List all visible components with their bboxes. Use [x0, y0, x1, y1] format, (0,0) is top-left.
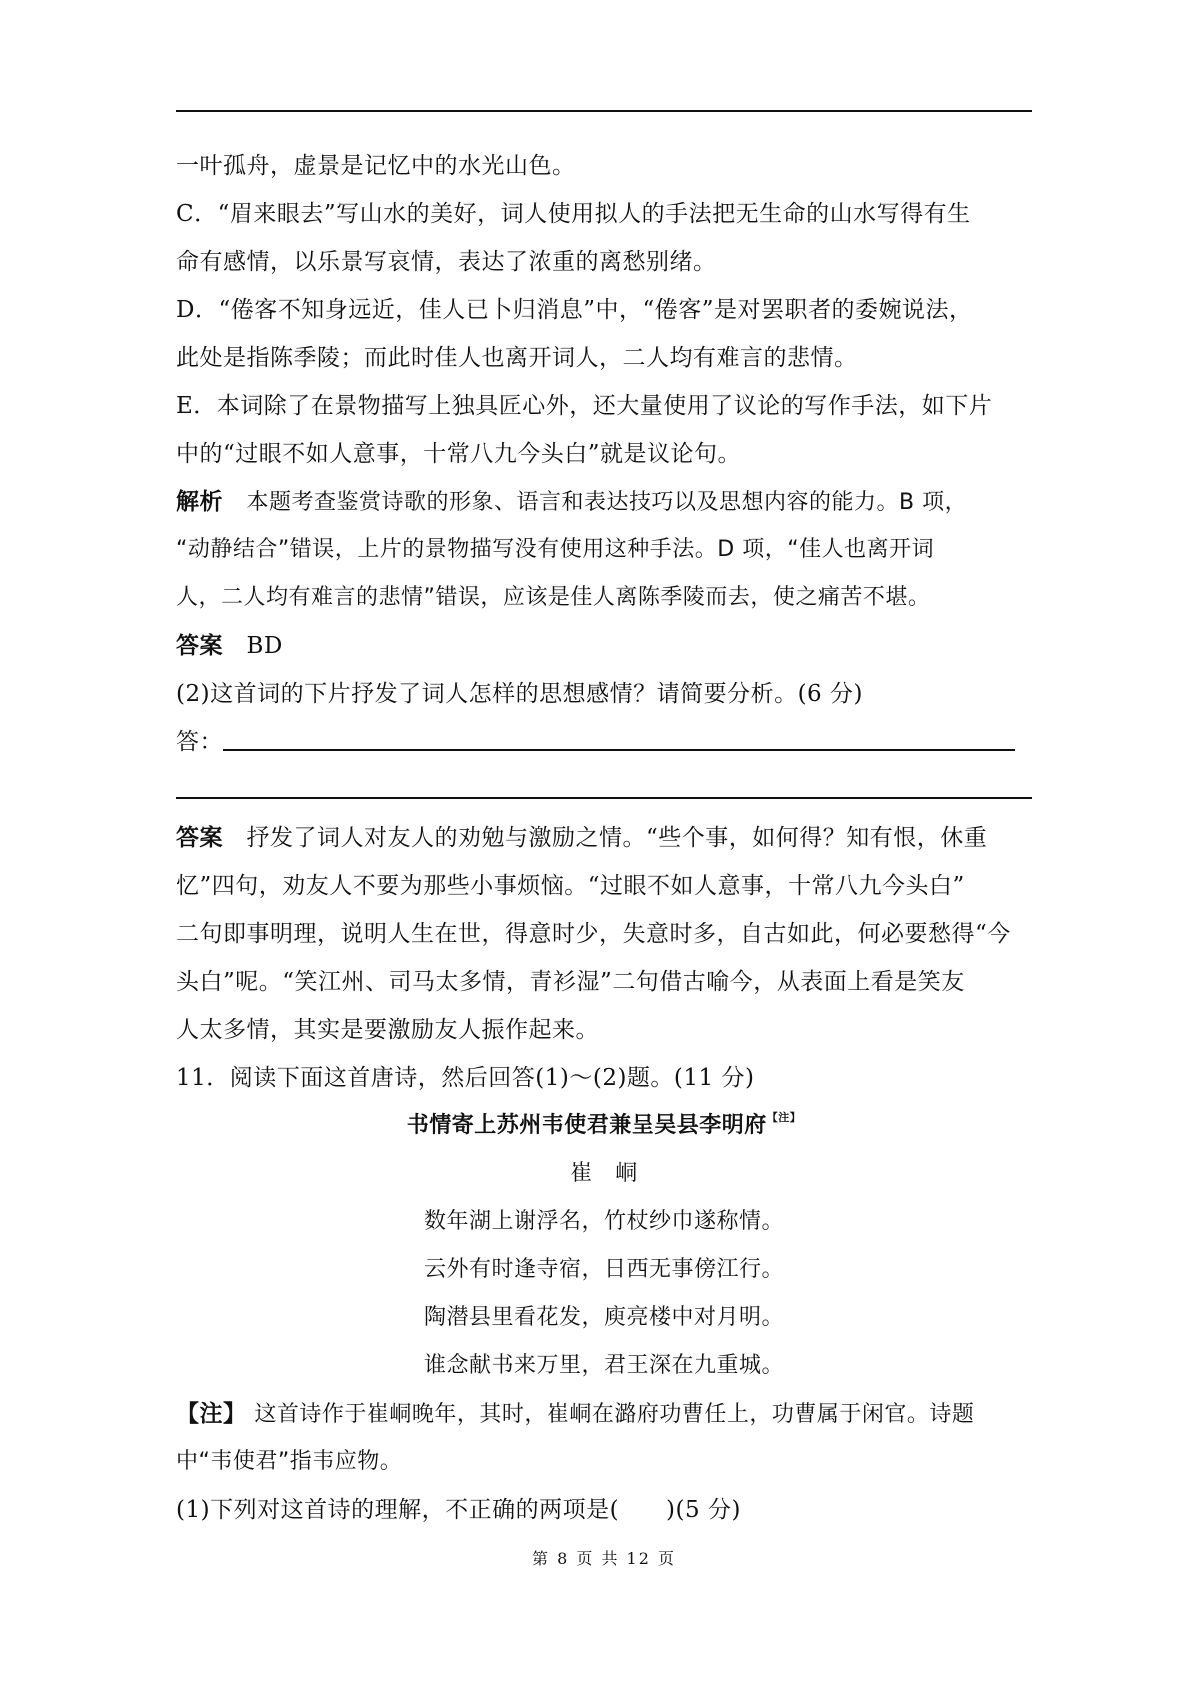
analysis-label: 解析 [176, 488, 223, 515]
answer2-line3: 二句即事明理，说明人生在世，得意时少，失意时多，自古如此，何必要愁得“今 [176, 921, 1011, 947]
option-e-line2: 中的“过眼不如人意事，十常八九今头白”就是议论句。 [176, 441, 742, 467]
question11-1: (1)下列对这首诗的理解，不正确的两项是( )(5 分) [176, 1497, 741, 1523]
answer2-line4: 头白”呢。“笑江州、司马太多情，青衫湿”二句借古喻今，从表面上看是笑友 [176, 969, 965, 995]
note-text: 这首诗作于崔峒晚年，其时，崔峒在潞府功曹任上，功曹属于闲官。诗题 [254, 1402, 975, 1427]
poem-verse: 数年湖上谢浮名，竹杖纱巾遂称情。 [423, 1209, 784, 1234]
answer2-line2: 忆”四句，劝友人不要为那些小事烦恼。“过眼不如人意事，十常八九今头白” [176, 873, 965, 899]
answer1-label: 答案 [176, 632, 223, 659]
note-line1 [176, 1398, 1036, 1431]
question2: (2)这首词的下片抒发了词人怎样的思想感情？请简要分析。(6 分) [176, 681, 863, 707]
option-e-line1: E．本词除了在景物描写上独具匠心外，还大量使用了议论的写作手法，如下片 [176, 393, 993, 419]
poem-verse: 谁念献书来万里，君王深在九重城。 [423, 1353, 784, 1378]
poem-verse: 云外有时逢寺宿，日西无事傍江行。 [423, 1257, 784, 1282]
option-d-line1: D．“倦客不知身远近，佳人已卜归消息”中，“倦客”是对罢职者的委婉说法， [176, 297, 973, 323]
poem-title-note: 【注】 [766, 1111, 802, 1124]
analysis-line3: 人，二人均有难言的悲情”错误，应该是佳人离陈季陵而去，使之痛苦不堪。 [176, 585, 931, 610]
answer-prompt: 答： [176, 729, 223, 755]
option-d-line2: 此处是指陈季陵；而此时佳人也离开词人，二人均有难言的悲情。 [176, 345, 858, 371]
answer-blank[interactable] [223, 727, 1015, 751]
analysis-line2: “动静结合”错误，上片的景物描写没有使用这种手法。D 项，“佳人也离开词 [176, 537, 935, 562]
answer2-text: 抒发了词人对友人的劝勉与激励之情。“些个事，如何得？知有恨，休重 [246, 825, 988, 851]
answer-blank[interactable] [176, 775, 1032, 799]
answer2-line5: 人太多情，其实是要激励友人振作起来。 [176, 1017, 599, 1043]
poem-title: 书情寄上苏州韦使君兼呈吴县李明府 [406, 1113, 767, 1138]
option-c-line2: 命有感情，以乐景写哀情，表达了浓重的离愁别绪。 [176, 249, 717, 275]
analysis-text: 本题考查鉴赏诗歌的形象、语言和表达技巧以及思想内容的能力。B 项， [246, 490, 968, 515]
question11: 11．阅读下面这首唐诗，然后回答(1)～(2)题。(11 分) [176, 1065, 755, 1091]
answer1-value: BD [246, 633, 283, 659]
page-footer: 第 8 页 共 12 页 [532, 1549, 676, 1568]
text-line: 一叶孤舟，虚景是记忆中的水光山色。 [176, 153, 576, 179]
note-line2: 中“韦使君”指韦应物。 [176, 1449, 403, 1474]
answer2-label: 答案 [176, 824, 223, 851]
answer-blank-line2 [176, 774, 1036, 806]
poem-title-line [176, 1110, 1032, 1145]
header-rule [176, 110, 1032, 112]
option-c-line1: C．“眉来眼去”写山水的美好，词人使用拟人的手法把无生命的山水写得有生 [176, 201, 971, 227]
answer1-line [176, 630, 1036, 662]
answer2-line1 [176, 822, 1036, 854]
poem-verse: 陶潜县里看花发，庾亮楼中对月明。 [423, 1305, 784, 1330]
answer-prompt-line [176, 726, 1036, 758]
poem-author: 崔 峒 [570, 1161, 638, 1186]
analysis-line1 [176, 486, 1036, 519]
note-label: 【注】 [176, 1400, 247, 1427]
